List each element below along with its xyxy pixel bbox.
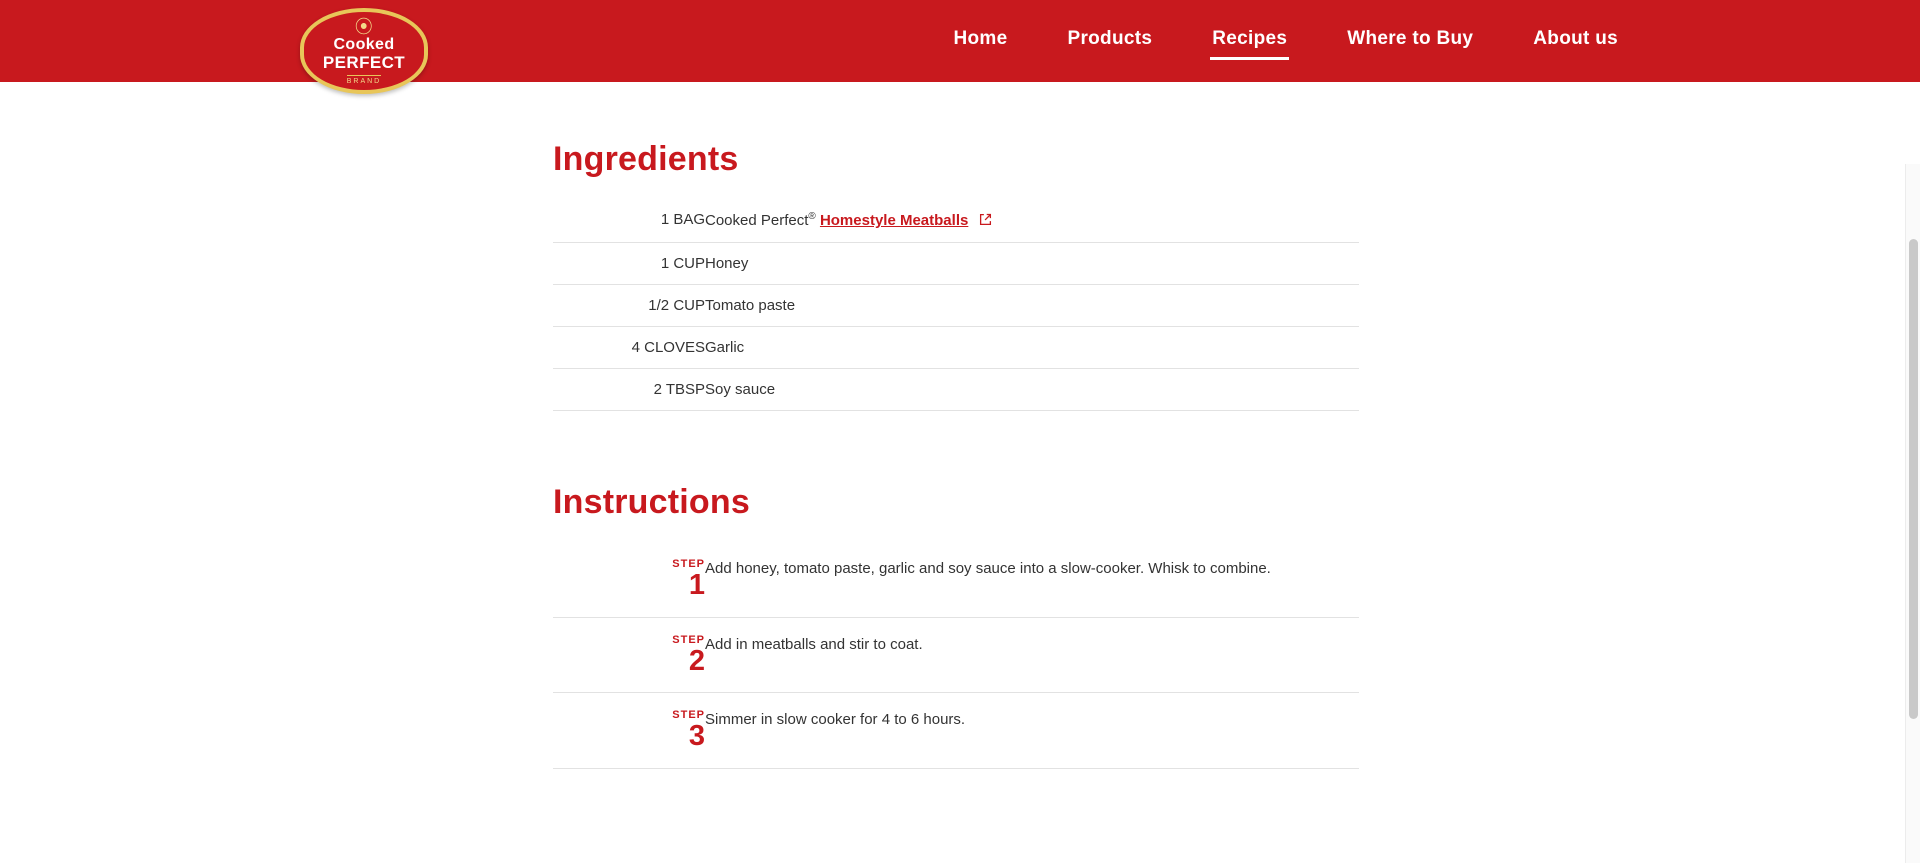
ingredient-name: Soy sauce xyxy=(705,369,1359,411)
ingredient-quantity: 1/2 CUP xyxy=(553,285,705,327)
table-row xyxy=(553,199,1359,243)
external-link-icon[interactable] xyxy=(979,213,992,230)
main-navigation xyxy=(951,0,1620,82)
table-row xyxy=(553,369,1359,411)
ingredient-product-link[interactable]: Homestyle Meatballs xyxy=(819,212,969,229)
step-text: Add in meatballs and stir to coat. xyxy=(705,617,1359,693)
ingredient-quantity: 2 TBSP xyxy=(553,369,705,411)
ingredients-table xyxy=(553,199,1359,411)
step-label: STEP xyxy=(672,558,705,570)
site-header xyxy=(0,0,1920,85)
recipe-content xyxy=(553,82,1359,769)
step-text: Add honey, tomato paste, garlic and soy sauce into a slow-cooker. Whisk to combine. xyxy=(705,542,1359,617)
nav-item-home[interactable]: Home xyxy=(953,28,1008,49)
table-row xyxy=(553,617,1359,693)
logo-line-2: PERFECT xyxy=(322,52,406,72)
page-body xyxy=(0,82,1920,769)
step-number: 2 xyxy=(688,644,705,677)
step-number-cell xyxy=(553,542,705,617)
nav-item-where-to-buy[interactable]: Where to Buy xyxy=(1347,28,1474,49)
table-row xyxy=(553,327,1359,369)
table-row xyxy=(553,243,1359,285)
logo-line-1: Cooked xyxy=(333,35,395,53)
step-label: STEP xyxy=(672,633,705,646)
instructions-title: Instructions xyxy=(553,483,750,521)
ingredient-name xyxy=(705,199,1359,243)
instructions-section xyxy=(553,483,1359,769)
registered-trademark-symbol: ® xyxy=(808,211,816,222)
table-row xyxy=(553,542,1359,617)
step-number: 1 xyxy=(688,569,705,602)
step-label: STEP xyxy=(672,709,705,722)
nav-item-recipes[interactable]: Recipes xyxy=(1210,20,1289,62)
logo-brand-text: BRAND xyxy=(347,75,382,85)
ingredient-brand-text: Cooked Perfect xyxy=(705,212,809,229)
instructions-table xyxy=(553,542,1359,769)
nav-item-products[interactable]: Products xyxy=(1067,28,1153,49)
ingredient-name: Garlic xyxy=(705,327,1359,369)
step-number-cell xyxy=(553,617,705,693)
step-number: 3 xyxy=(688,720,705,753)
table-row xyxy=(553,693,1359,769)
ingredient-name: Honey xyxy=(705,243,1359,285)
ingredient-quantity: 4 CLOVES xyxy=(553,327,705,369)
scrollbar-thumb[interactable] xyxy=(1909,239,1918,719)
ingredient-quantity: 1 CUP xyxy=(553,243,705,285)
ingredients-title: Ingredients xyxy=(553,140,739,178)
nav-item-about-us[interactable]: About us xyxy=(1533,28,1618,49)
ingredient-name: Tomato paste xyxy=(705,285,1359,327)
step-number-cell xyxy=(553,693,705,769)
ingredient-quantity: 1 BAG xyxy=(553,199,705,243)
page-scrollbar[interactable] xyxy=(1905,164,1920,863)
swirl-icon: ⦿ xyxy=(354,16,374,37)
table-row xyxy=(553,285,1359,327)
step-text: Simmer in slow cooker for 4 to 6 hours. xyxy=(705,693,1359,769)
